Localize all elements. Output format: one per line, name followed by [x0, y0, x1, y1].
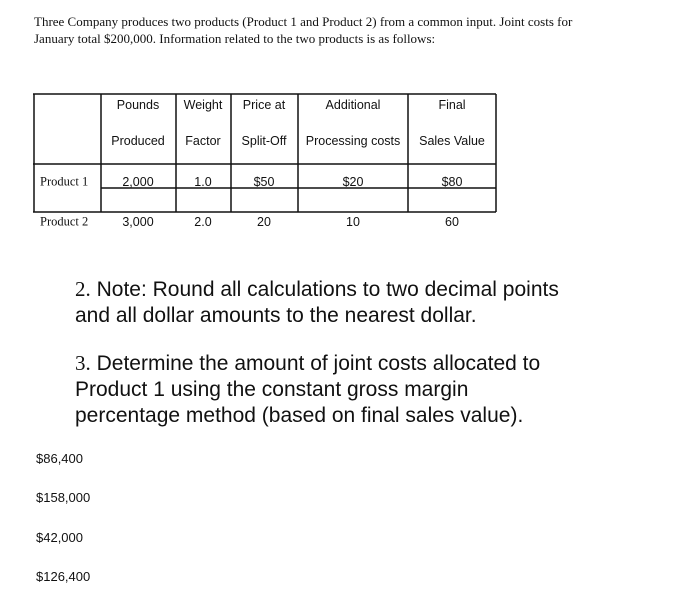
table-cell: 1.0	[194, 175, 212, 189]
header-processing-costs: Processing costs	[305, 134, 401, 148]
answer-option-2[interactable]: $158,000	[36, 490, 91, 505]
note-2-line-2: and all dollar amounts to the nearest dollar.	[75, 304, 477, 327]
question-text	[75, 350, 675, 429]
header-sales-value: Sales Value	[419, 134, 485, 148]
question-3-number: 3.	[75, 351, 91, 375]
header-factor: Factor	[185, 134, 221, 148]
question-line-3: percentage method (based on final sales value).	[75, 404, 524, 427]
header-final: Final	[438, 98, 466, 112]
table-cell: $80	[441, 175, 463, 189]
table-cell: 20	[257, 215, 271, 229]
header-pounds: Pounds	[116, 98, 160, 112]
note-rounding	[75, 276, 675, 329]
table-cell: 2,000	[122, 175, 154, 189]
header-produced: Produced	[111, 134, 165, 148]
table-cell: $50	[253, 175, 275, 189]
table-cell: 2.0	[194, 215, 212, 229]
answer-option-3[interactable]: $42,000	[36, 530, 83, 545]
question-line-1: Determine the amount of joint costs allocated to	[96, 352, 541, 375]
note-2-number: 2.	[75, 277, 91, 301]
note-2-line-1: Note: Round all calculations to two decimal points	[96, 278, 559, 301]
table-cell: 3,000	[122, 215, 154, 229]
problem-intro	[34, 13, 674, 47]
header-split-off: Split-Off	[241, 134, 287, 148]
table-cell: $20	[342, 175, 364, 189]
header-weight: Weight	[183, 98, 223, 112]
answer-option-4[interactable]: $126,400	[36, 569, 91, 584]
question-line-2: Product 1 using the constant gross margin	[75, 378, 469, 401]
intro-line-1: Three Company produces two products (Product 1 and Product 2) from a common input. Joint costs for	[34, 14, 573, 29]
table-cell: 60	[445, 215, 459, 229]
product-data-table	[33, 93, 497, 229]
intro-line-2: January total $200,000. Information related to the two products is as follows:	[34, 31, 436, 46]
row-label-product-2: Product 2	[40, 214, 89, 229]
answer-option-1[interactable]: $86,400	[36, 451, 83, 466]
header-additional: Additional	[325, 98, 381, 112]
header-price-at: Price at	[242, 98, 286, 112]
table-cell: 10	[346, 215, 360, 229]
row-label-product-1: Product 1	[40, 174, 89, 189]
